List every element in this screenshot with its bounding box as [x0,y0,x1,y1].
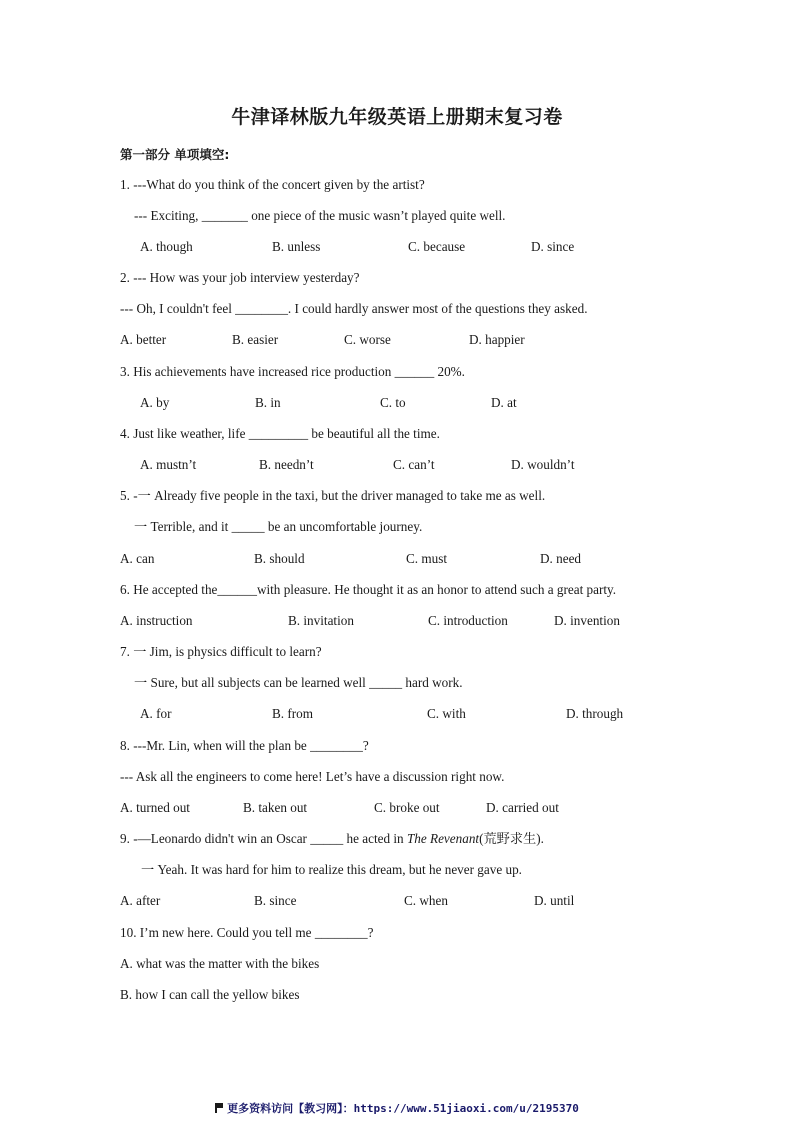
question-1-option-c: C. because [408,239,466,254]
question-3-stem: 3. His achievements have increased rice production ______ 20%. [120,364,465,379]
question-1-stem: 1. ---What do you think of the concert given by the artist? [120,177,425,192]
question-8-option-b: B. taken out [243,800,308,815]
question-8-option-a: A. turned out [120,800,190,815]
question-4-option-a: A. mustn’t [140,457,197,472]
question-7-option-c: C. with [427,706,466,721]
question-3-option-b: B. in [255,395,281,410]
question-3-option-a: A. by [140,395,170,410]
question-9-reply: 一 Yeah. It was hard for him to realize this dream, but he never gave up. [141,862,522,877]
question-8-option-c: C. broke out [374,800,440,815]
question-9-stem: 9. -—Leonardo didn't win an Oscar _____ he acted in The Revenant(荒野求生). [120,831,544,846]
question-9-option-d: D. until [534,893,575,908]
question-9-option-b: B. since [254,893,297,908]
question-2-option-c: C. worse [344,332,391,347]
question-6-stem: 6. He accepted the______with pleasure. He thought it as an honor to attend such a great party. [120,582,617,597]
question-7-reply: 一 Sure, but all subjects can be learned well _____ hard work. [134,675,463,690]
question-5-option-a: A. can [120,551,155,566]
question-5-option-d: D. need [540,551,582,566]
question-4-option-b: B. needn’t [259,457,314,472]
flag-icon [215,1103,223,1113]
question-2-stem: 2. --- How was your job interview yesterday? [120,270,360,285]
footer-link[interactable]: 更多资料访问【教习网】：https://www.51jiaoxi.com/u/2195370 [227,1102,579,1115]
question-10-stem: 10. I’m new here. Could you tell me ________? [120,925,374,940]
question-4-option-d: D. wouldn’t [511,457,575,472]
footer [0,1100,794,1116]
question-1-option-d: D. since [531,239,575,254]
question-9-option-c: C. when [404,893,448,908]
question-6-option-a: A. instruction [120,613,193,628]
question-10-option-a: A. what was the matter with the bikes [120,956,320,971]
film-title: The Revenant [406,831,480,846]
question-7-option-b: B. from [272,706,314,721]
question-2-reply: --- Oh, I couldn't feel ________. I could hardly answer most of the questions they asked. [120,301,588,316]
question-1-option-b: B. unless [272,239,321,254]
question-5-stem: 5. -一 Already five people in the taxi, but the driver managed to take me as well. [120,488,546,503]
question-5-reply: 一 Terrible, and it _____ be an uncomfortable journey. [134,519,423,534]
question-8-reply: --- Ask all the engineers to come here! Let’s have a discussion right now. [120,769,505,784]
question-6-option-b: B. invitation [288,613,354,628]
question-6-option-d: D. invention [554,613,620,628]
question-6-option-c: C. introduction [428,613,508,628]
question-5-option-c: C. must [406,551,448,566]
question-7-stem: 7. 一 Jim, is physics difficult to learn? [120,644,322,659]
question-8-stem: 8. ---Mr. Lin, when will the plan be ________? [120,738,369,753]
question-4-stem: 4. Just like weather, life _________ be beautiful all the time. [120,426,440,441]
question-10-option-b: B. how I can call the yellow bikes [120,987,300,1002]
question-1-option-a: A. though [140,239,193,254]
question-2-option-a: A. better [120,332,167,347]
question-1-reply: --- Exciting, _______ one piece of the music wasn’t played quite well. [134,208,506,223]
question-4-option-c: C. can’t [393,457,435,472]
question-2-option-d: D. happier [469,332,525,347]
page-title: 牛津译林版九年级英语上册期末复习卷 [231,106,563,128]
question-3-option-d: D. at [491,395,517,410]
question-3-option-c: C. to [380,395,406,410]
question-2-option-b: B. easier [232,332,279,347]
question-9-option-a: A. after [120,893,161,908]
question-8-option-d: D. carried out [486,800,559,815]
section-heading: 第一部分 单项填空: [120,147,230,162]
question-7-option-d: D. through [566,706,624,721]
question-5-option-b: B. should [254,551,305,566]
question-7-option-a: A. for [140,706,172,721]
